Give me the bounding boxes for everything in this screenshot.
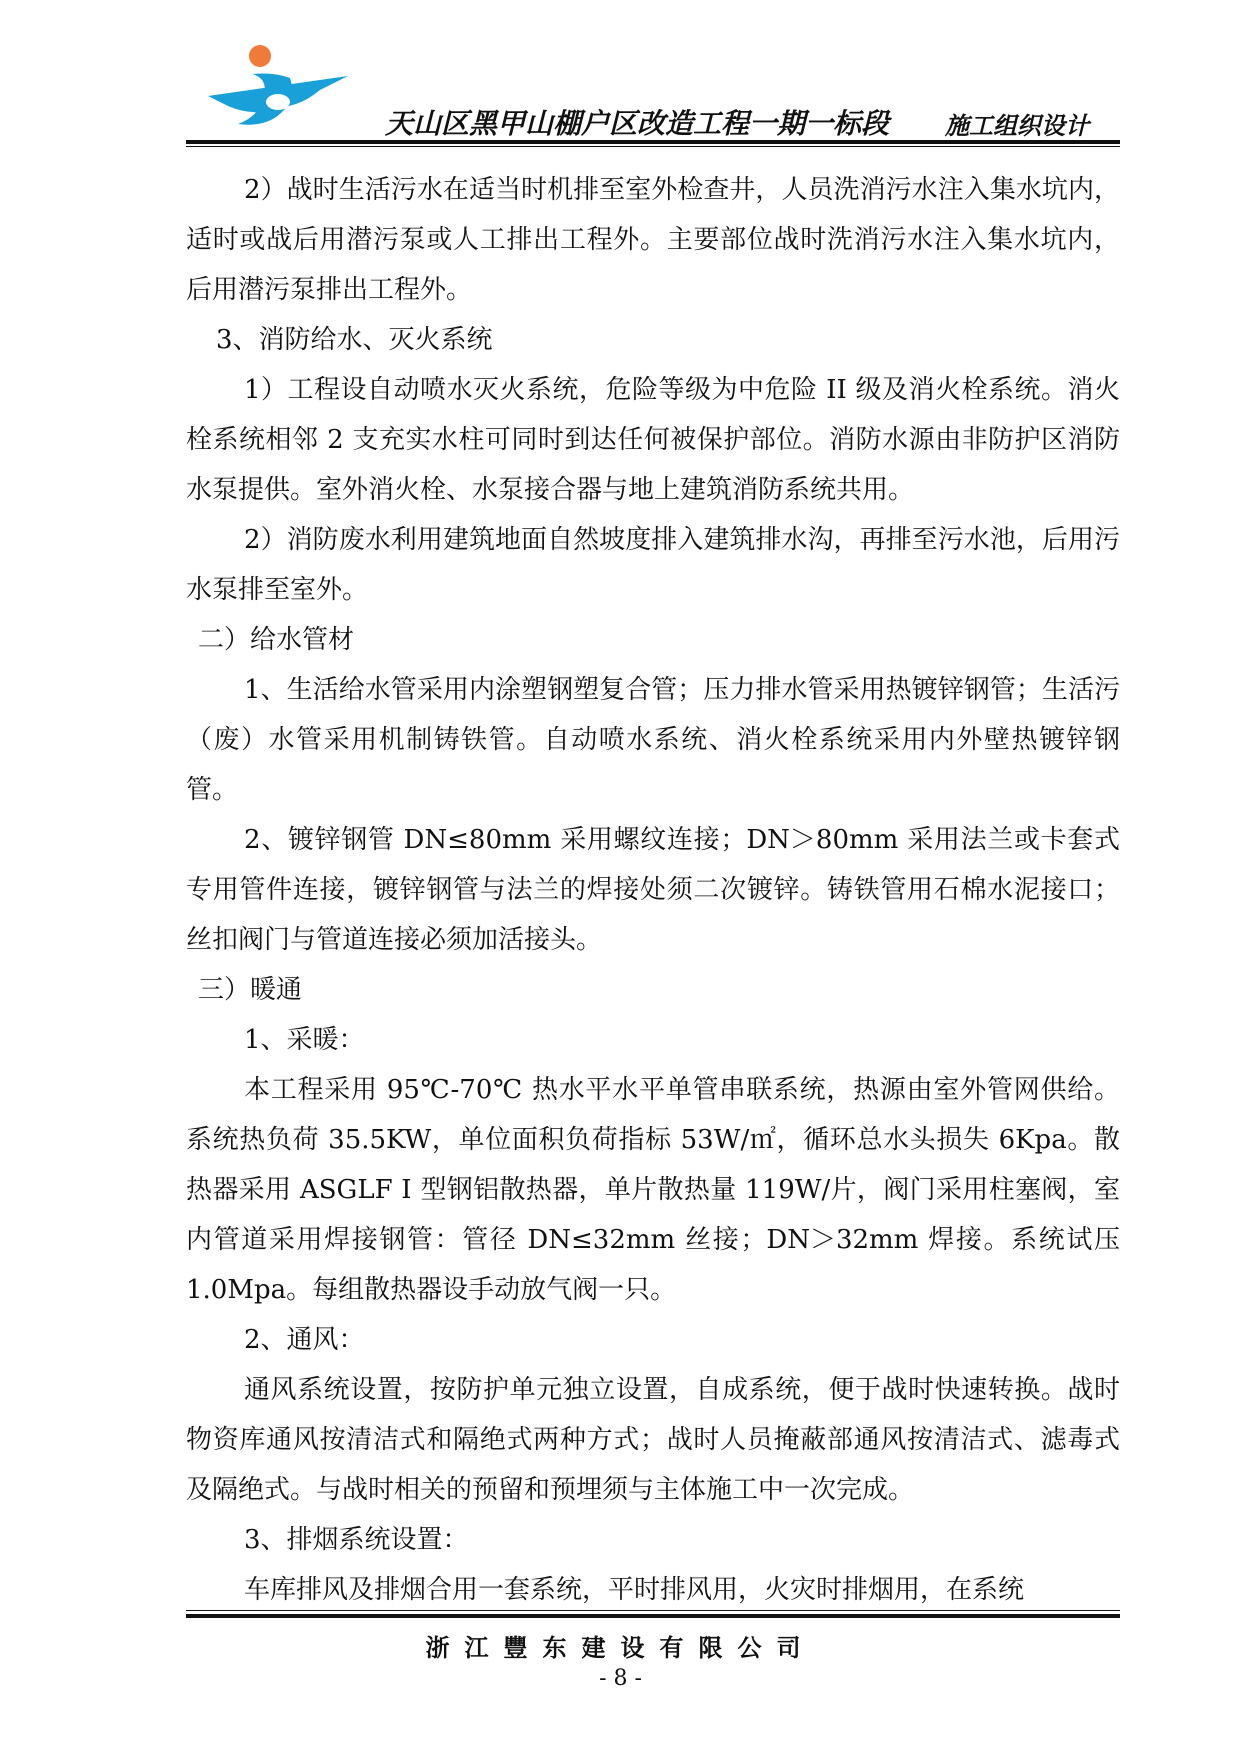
- header-rule-thin: [186, 146, 1120, 147]
- subsection-heading: 3、排烟系统设置：: [244, 1525, 469, 1555]
- paragraph: 车库排风及排烟合用一套系统，平时排风用，火灾时排烟用，在系统: [244, 1575, 1025, 1605]
- document-body: [186, 165, 1120, 1615]
- section-heading: 二）给水管材: [198, 625, 355, 655]
- footer-company-name: 浙江豐东建设有限公司: [425, 1634, 816, 1662]
- subsection-heading: 1、采暖：: [244, 1025, 365, 1055]
- page-header: [0, 0, 1241, 150]
- paragraph: 2）战时生活污水在适当时机排至室外检查井，人员洗消污水注入集水坑内，适时或战后用潜污泵或人工排出工程外。主要部位战时洗消污水注入集水坑内，后用潜污泵排出工程外。: [186, 175, 1120, 305]
- paragraph: 1、生活给水管采用内涂塑钢塑复合管；压力排水管采用热镀锌钢管；生活污（废）水管采用机制铸铁管。自动喷水系统、消火栓系统采用内外壁热镀锌钢管。: [186, 675, 1120, 805]
- header-title: 天山区黑甲山棚户区改造工程一期一标段: [385, 107, 890, 140]
- paragraph: 2）消防废水利用建筑地面自然坡度排入建筑排水沟，再排至污水池，后用污水泵排至室外。: [186, 525, 1120, 605]
- paragraph: 本工程采用 95℃-70℃ 热水平水平单管串联系统，热源由室外管网供给。系统热负荷 35.5KW，单位面积负荷指标 53W/㎡，循环总水头损失 6Kpa。散热器采用 ASGLF Ⅰ 型钢铝散热器，单片散热量 119W/片，阀门采用柱塞阀，室内管道采用焊接钢管：管径 DN≤32mm 丝接；DN＞32mm 焊接。系统试压 1.0Mpa。每组散热器设手动放气阀一只。: [186, 1075, 1120, 1305]
- paragraph: 2、镀锌钢管 DN≤80mm 采用螺纹连接；DN＞80mm 采用法兰或卡套式专用管件连接，镀锌钢管与法兰的焊接处须二次镀锌。铸铁管用石棉水泥接口；丝扣阀门与管道连接必须加活接头。: [186, 825, 1120, 955]
- subsection-heading: 2、通风：: [244, 1325, 365, 1355]
- footer-rule-thin: [186, 1610, 1120, 1611]
- section-heading: 三）暖通: [198, 975, 303, 1005]
- header-subtitle: 施工组织设计: [945, 112, 1089, 140]
- page-number: - 8 -: [599, 1666, 642, 1691]
- company-logo-icon: [208, 44, 348, 134]
- header-rule-thick: [186, 140, 1120, 144]
- section-heading: 3、消防给水、灭火系统: [216, 325, 493, 355]
- paragraph: 通风系统设置，按防护单元独立设置，自成系统，便于战时快速转换。战时物资库通风按清洁式和隔绝式两种方式；战时人员掩蔽部通风按清洁式、滤毒式及隔绝式。与战时相关的预留和预埋须与主体施工中一次完成。: [186, 1375, 1120, 1505]
- footer-rule-thick: [186, 1614, 1120, 1618]
- paragraph: 1）工程设自动喷水灭火系统，危险等级为中危险 II 级及消火栓系统。消火栓系统相邻 2 支充实水柱可同时到达任何被保护部位。消防水源由非防护区消防水泵提供。室外消火栓、水泵接合器与地上建筑消防系统共用。: [186, 375, 1120, 505]
